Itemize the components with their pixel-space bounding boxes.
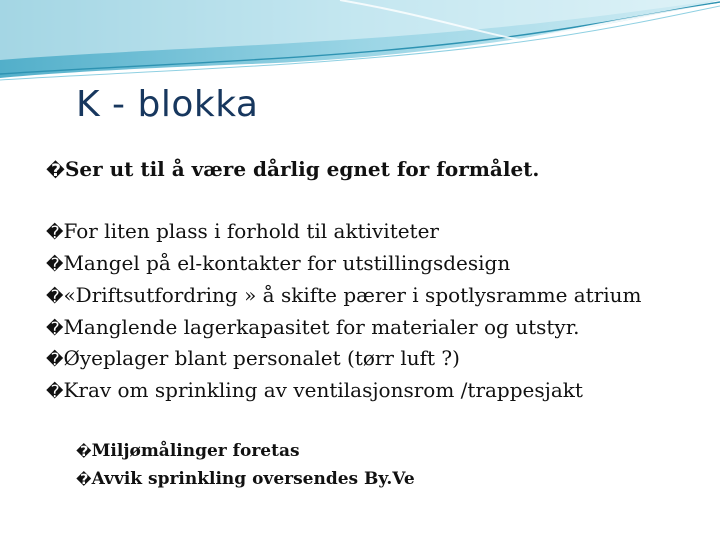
list-item bbox=[46, 346, 460, 370]
list-item-text: «Driftsutfordring » å skifte pærer i spotlysramme atrium bbox=[63, 283, 642, 307]
bullet-marker: � bbox=[46, 382, 64, 402]
bullet-marker: � bbox=[46, 319, 64, 339]
list-item-text: For liten plass i forhold til aktiviteter bbox=[63, 219, 439, 243]
lead-statement bbox=[46, 157, 539, 181]
list-item-text: Manglende lagerkapasitet for materialer og utstyr. bbox=[63, 315, 580, 339]
sub-list-item-text: Miljømålinger foretas bbox=[91, 441, 300, 461]
list-item-text: Mangel på el-kontakter for utstillingsdesign bbox=[63, 251, 511, 275]
list-item bbox=[46, 315, 579, 339]
list-item-text: Øyeplager blant personalet (tørr luft ?) bbox=[63, 346, 460, 370]
list-item-text: Krav om sprinkling av ventilasjonsrom /trappesjakt bbox=[63, 378, 583, 402]
bullet-marker: � bbox=[46, 255, 64, 275]
list-item bbox=[46, 283, 642, 307]
list-item bbox=[46, 251, 510, 275]
sub-list-item-text: Avvik sprinkling oversendes By.Ve bbox=[91, 469, 415, 489]
bullet-marker: � bbox=[46, 287, 64, 307]
bullet-marker: � bbox=[76, 472, 92, 488]
slide-title: K - blokka bbox=[76, 84, 259, 125]
sub-list-item bbox=[76, 469, 415, 489]
sub-list-item bbox=[76, 441, 300, 461]
bullet-marker: � bbox=[46, 350, 64, 370]
bullet-marker: � bbox=[46, 161, 65, 181]
lead-text: Ser ut til å være dårlig egnet for formålet. bbox=[64, 157, 540, 181]
bullet-marker: � bbox=[76, 444, 92, 460]
list-item bbox=[46, 378, 583, 402]
list-item bbox=[46, 219, 439, 243]
header-wave-decoration bbox=[0, 0, 720, 90]
bullet-marker: � bbox=[46, 223, 64, 243]
